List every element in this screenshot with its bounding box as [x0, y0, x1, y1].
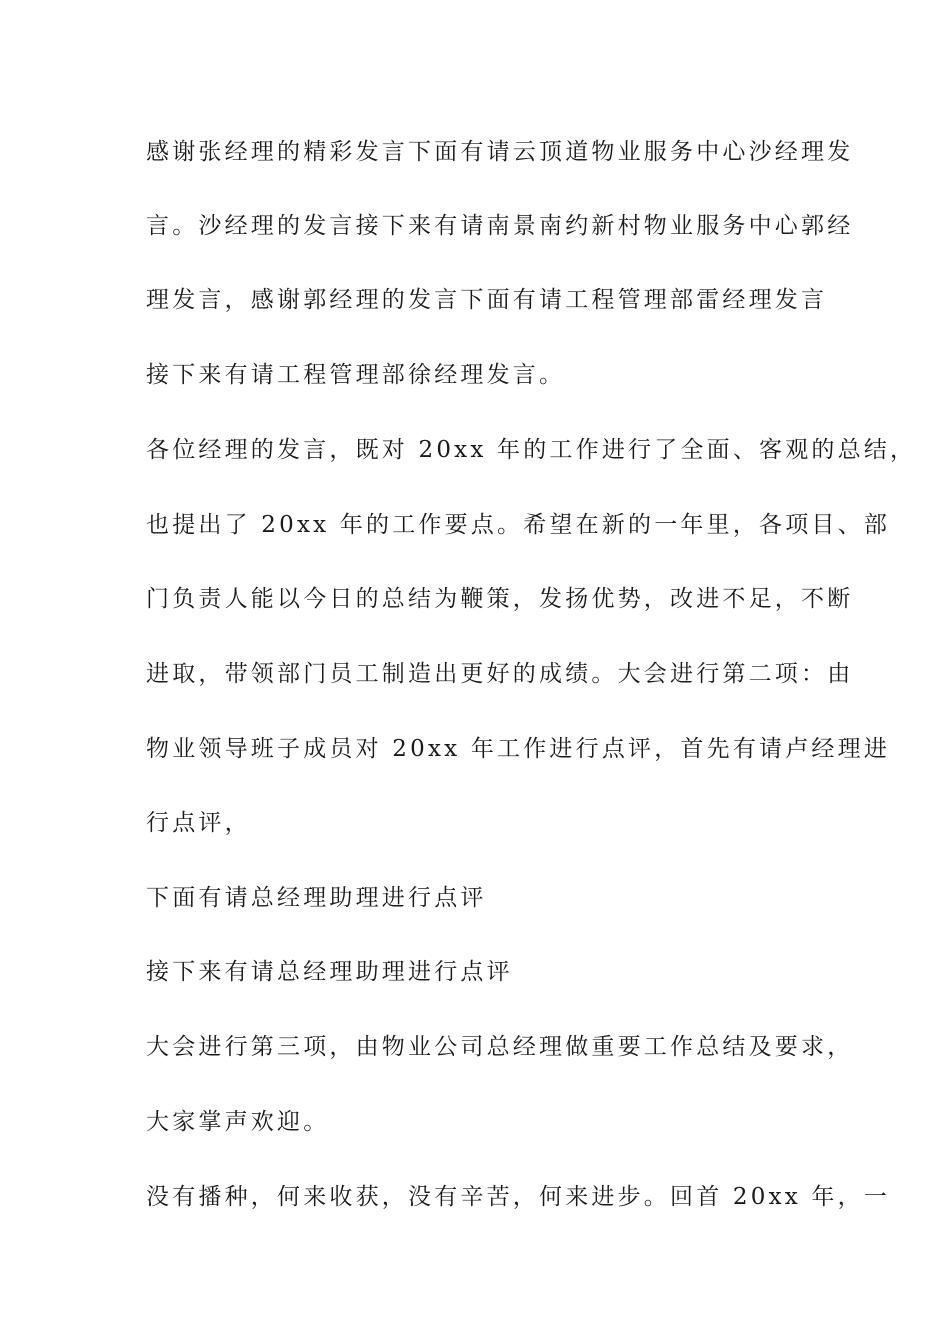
- text-line: 进取，带领部门员工制造出更好的成绩。大会进行第二项：由: [146, 661, 854, 687]
- text-line: 接下来有请工程管理部徐经理发言。: [146, 362, 566, 388]
- text-line: 门负责人能以今日的总结为鞭策，发扬优势，改进不足，不断: [146, 586, 854, 612]
- text-line: 言。沙经理的发言接下来有请南景南约新村物业服务中心郭经: [146, 213, 854, 239]
- text-line: 物业领导班子成员对 20xx 年工作进行点评，首先有请卢经理进: [146, 736, 891, 762]
- text-line: 大会进行第三项，由物业公司总经理做重要工作总结及要求，: [146, 1034, 854, 1060]
- text-line: 理发言，感谢郭经理的发言下面有请工程管理部雷经理发言: [146, 287, 828, 313]
- text-line: 接下来有请总经理助理进行点评: [146, 959, 513, 985]
- text-line: 各位经理的发言，既对 20xx 年的工作进行了全面、客观的总结，: [146, 437, 917, 463]
- text-line: 行点评，: [146, 810, 251, 836]
- text-line: 感谢张经理的精彩发言下面有请云顶道物业服务中心沙经理发: [146, 139, 854, 165]
- text-line: 没有播种，何来收获，没有辛苦，何来进步。回首 20xx 年，一: [146, 1184, 891, 1210]
- text-line: 也提出了 20xx 年的工作要点。希望在新的一年里，各项目、部: [146, 512, 891, 538]
- text-line: 大家掌声欢迎。: [146, 1109, 330, 1135]
- text-line: 下面有请总经理助理进行点评: [146, 885, 487, 911]
